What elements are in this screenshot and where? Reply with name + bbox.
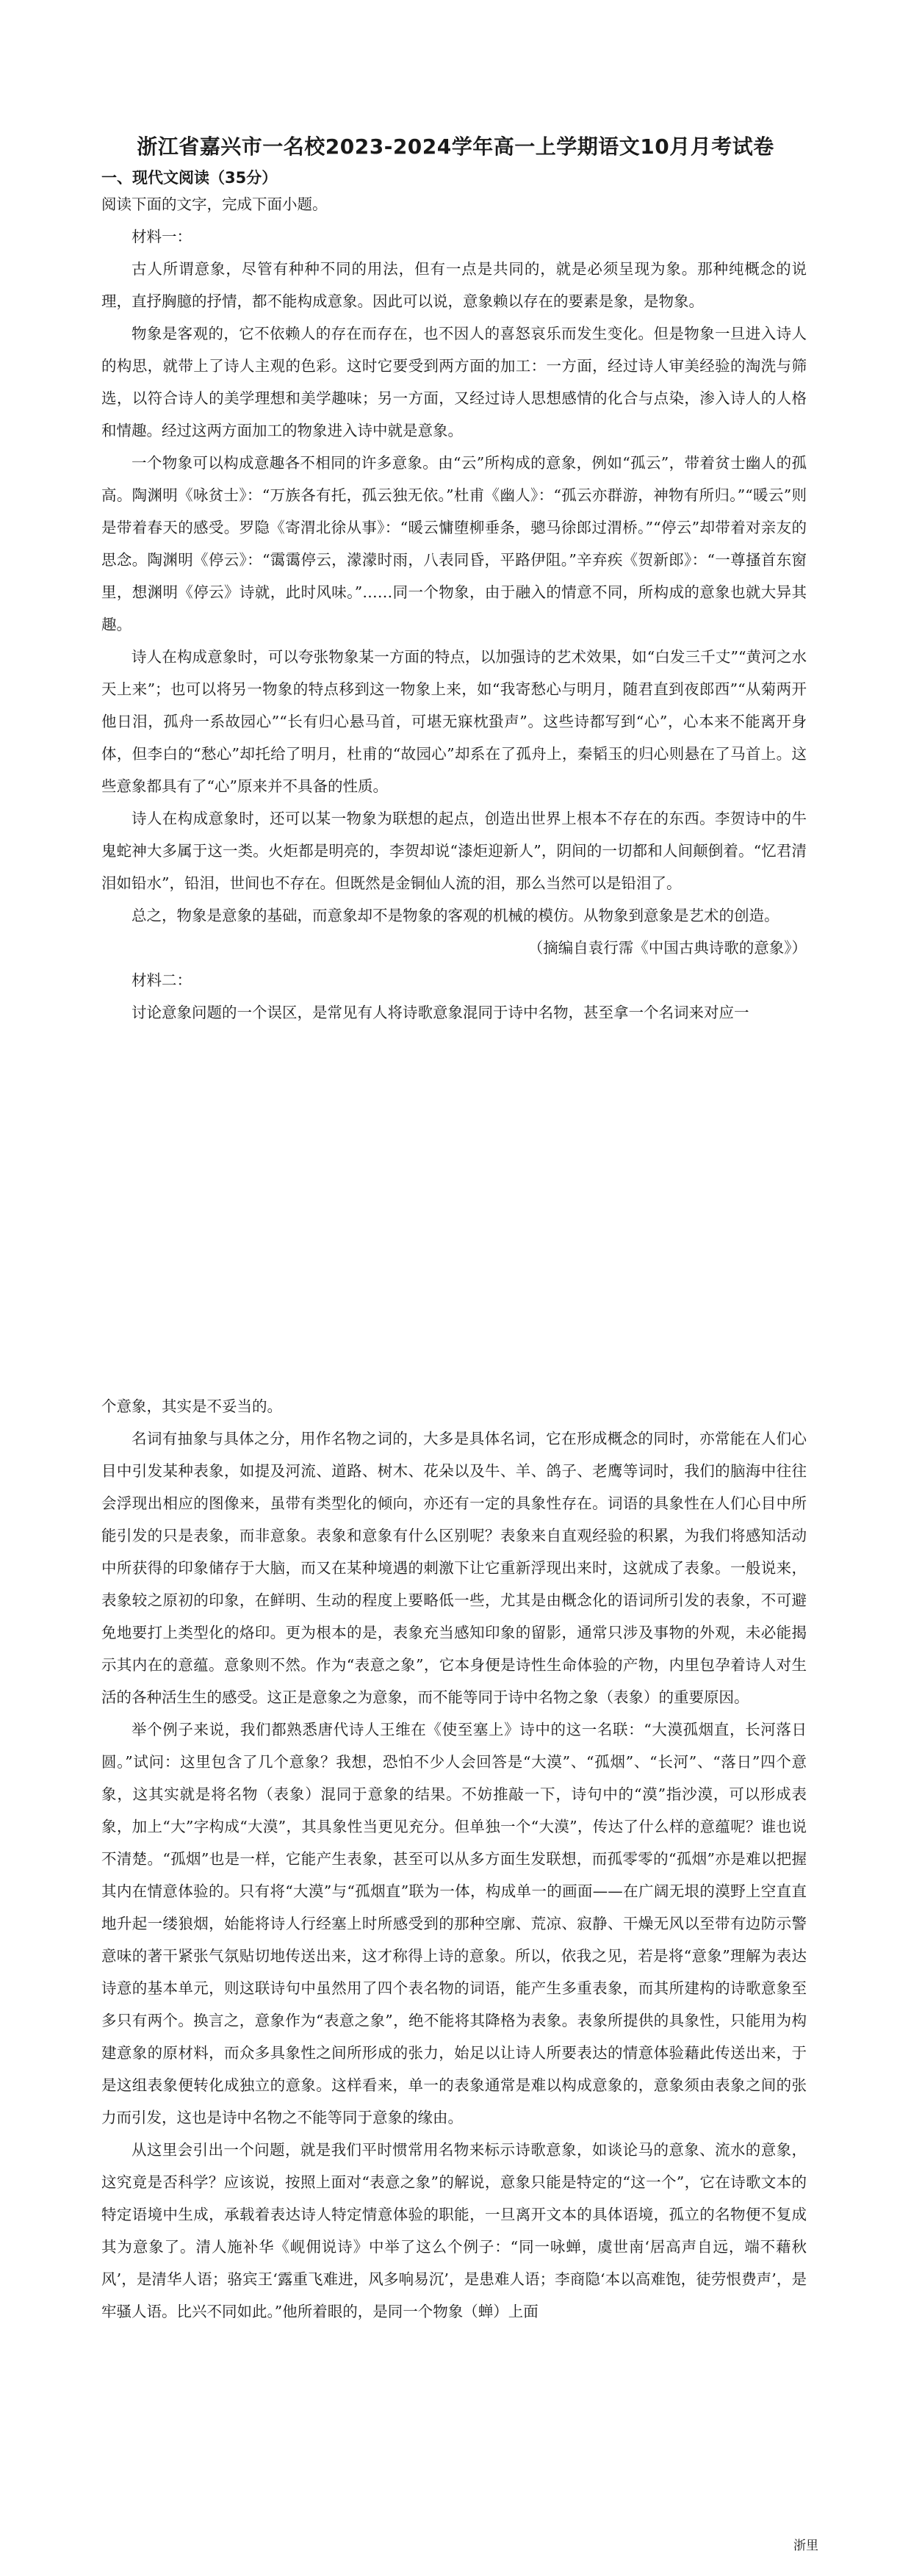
instruction: 阅读下面的文字，完成下面小题。 [101,195,328,213]
intro-block [101,188,807,1029]
material1-paragraph: 一个物象可以构成意趣各不相同的许多意象。由“云”所构成的意象，例如“孤云”，带着贫士幽人的孤高。陶渊明《咏贫士》：“万族各有托，孤云独无依。”杜甫《幽人》：“孤云亦群游，神物有所归。”“暖云”则是带着春天的感受。罗隐《寄渭北徐从事》：“暖云慵堕柳垂条，骢马徐郎过渭桥。”“停云”却带着对亲友的思念。陶渊明《停云》：“霭霭停云，濛濛时雨，八表同昏，平路伊阻。”辛弃疾《贺新郎》：“一尊搔首东窗里，想渊明《停云》诗就，此时风味。”……同一个物象，由于融入的情意不同，所构成的意象也就大异其趣。 [101,454,807,633]
material2-paragraph: 举个例子来说，我们都熟悉唐代诗人王维在《使至塞上》诗中的这一名联：“大漠孤烟直，长河落日圆。”试问：这里包含了几个意象？我想，恐怕不少人会回答是“大漠”、“孤烟”、“长河”、“落日”四个意象，这其实就是将名物（表象）混同于意象的结果。不妨推敲一下，诗句中的“漠”指沙漠，可以形成表象，加上“大”字构成“大漠”，其具象性当更见充分。但单独一个“大漠”，传达了什么样的意蕴呢？谁也说不清楚。“孤烟”也是一样，它能产生表象，甚至可以从多方面生发联想，而孤零零的“孤烟”亦是难以把握其内在情意体验的。只有将“大漠”与“孤烟直”联为一体，构成单一的画面——在广阔无垠的漠野上空直直地升起一缕狼烟，始能将诗人行经塞上时所感受到的那种空廓、荒凉、寂静、干燥无风以至带有边防示警意味的著干紧张气氛贴切地传送出来，这才称得上诗的意象。所以，依我之见，若是将“意象”理解为表达诗意的基本单元，则这联诗句中虽然用了四个表名物的词语，能产生多重表象，而其所建构的诗歌意象至多只有两个。换言之，意象作为“表意之象”，绝不能将其降格为表象。表象所提供的具象性，只能用为构建意象的原材料，而众多具象性之间所形成的张力，始足以让诗人所要表达的情意体验藉此传送出来，于是这组表象便转化成独立的意象。这样看来，单一的表象通常是难以构成意象的，意象须由表象之间的张力而引发，这也是诗中名物之不能等同于意象的缘由。 [101,1721,807,2126]
material1-label: 材料一： [132,228,192,245]
material1-paragraph: 诗人在构成意象时，还可以某一物象为联想的起点，创造出世界上根本不存在的东西。李贺诗中的牛鬼蛇神大多属于这一类。火炬都是明亮的，李贺却说“漆炬迎新人”，阴间的一切都和人间颠倒着。“忆君清泪如铅水”，铅泪，世间也不存在。但既然是金铜仙人流的泪，那么当然可以是铅泪了。 [101,810,807,892]
material2-paragraph: 讨论意象问题的一个误区，是常见有人将诗歌意象混同于诗中名物，甚至拿一个名词来对应一 [132,1004,749,1021]
material1-paragraph: 古人所谓意象，尽管有种种不同的用法，但有一点是共同的，就是必须呈现为象。那种纯概念的说理，直抒胸臆的抒情，都不能构成意象。因此可以说，意象赖以存在的要素是象，是物象。 [101,260,807,310]
material2-paragraph: 从这里会引出一个问题，就是我们平时惯常用名物来标示诗歌意象，如谈论马的意象、流水的意象，这究竟是否科学？应该说，按照上面对“表意之象”的解说，意象只能是特定的“这一个”，它在诗歌文本的特定语境中生成，承载着表达诗人特定情意体验的职能，一旦离开文本的具体语境，孤立的名物便不复成其为意象了。清人施补华《岘佣说诗》中举了这么个例子：“同一咏蝉，虞世南‘居高声自远，端不藉秋风’，是清华人语；骆宾王‘露重飞难进，风多响易沉’，是患难人语；李商隐‘本以高难饱，徒劳恨费声’，是牢骚人语。比兴不同如此。”他所着眼的，是同一个物象（蝉）上面 [101,2141,807,2320]
material2-label: 材料二： [132,971,192,989]
material2-paragraph: 个意象，其实是不妥当的。 [101,1397,282,1415]
material1-paragraph: 诗人在构成意象时，可以夸张物象某一方面的特点，以加强诗的艺术效果，如“白发三千丈”“黄河之水天上来”；也可以将另一物象的特点移到这一物象上来，如“我寄愁心与明月，随君直到夜郎西”“从菊两开他日泪，孤舟一系故园心”“长有归心悬马首，可堪无寐枕蛩声”。这些诗都写到“心”，心本来不能离开身体，但李白的“愁心”却托给了明月，杜甫的“故园心”却系在了孤舟上，秦韬玉的归心则悬在了马首上。这些意象都具有了“心”原来并不具备的性质。 [101,648,807,795]
continued-block [101,1390,807,2328]
page-title: 浙江省嘉兴市一名校2023-2024学年高一上学期语文10月月考试卷 [137,134,774,159]
footer-mark: 浙里 [793,2539,818,2553]
material2-paragraph: 名词有抽象与具体之分，用作名物之词的，大多是具体名词，它在形成概念的同时，亦常能在人们心目中引发某种表象，如提及河流、道路、树木、花朵以及牛、羊、鸽子、老鹰等词时，我们的脑海中往往会浮现出相应的图像来，虽带有类型化的倾向，亦还有一定的具象性存在。词语的具象性在人们心目中所能引发的只是表象，而非意象。表象和意象有什么区别呢？表象来自直观经验的积累，为我们将感知活动中所获得的印象储存于大脑，而又在某种境遇的刺激下让它重新浮现出来时，这就成了表象。一般说来，表象较之原初的印象，在鲜明、生动的程度上要略低一些，尤其是由概念化的语词所引发的表象，不可避免地要打上类型化的烙印。更为根本的是，表象充当感知印象的留影，通常只涉及事物的外观，未必能揭示其内在的意蕴。意象则不然。作为“表意之象”，它本身便是诗性生命体验的产物，内里包孕着诗人对生活的各种活生生的感受。这正是意象之为意象，而不能等同于诗中名物之象（表象）的重要原因。 [101,1430,807,1706]
material1-paragraph: 物象是客观的，它不依赖人的存在而存在，也不因人的喜怒哀乐而发生变化。但是物象一旦进入诗人的构思，就带上了诗人主观的色彩。这时它要受到两方面的加工：一方面，经过诗人审美经验的淘洗与筛选，以符合诗人的美学理想和美学趣味；另一方面，又经过诗人思想感情的化合与点染，渗入诗人的人格和情趣。经过这两方面加工的物象进入诗中就是意象。 [101,325,807,439]
section-heading: 一、现代文阅读（35分） [101,169,278,187]
material1-paragraph: 总之，物象是意象的基础，而意象却不是物象的客观的机械的模仿。从物象到意象是艺术的创造。 [132,907,779,924]
material1-source: （摘编自袁行霈《中国古典诗歌的意象》） [527,939,807,957]
